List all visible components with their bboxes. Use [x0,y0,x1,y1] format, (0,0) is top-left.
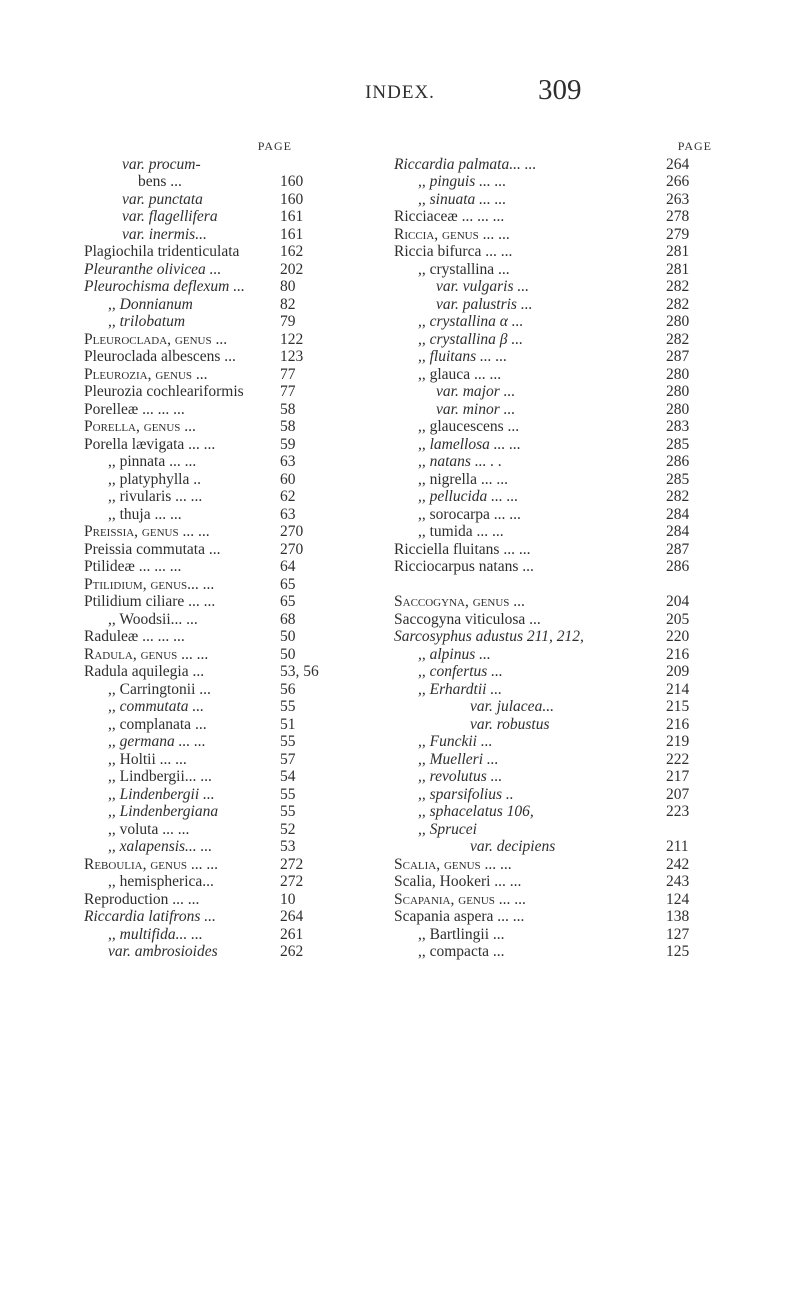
entry-term: var. punctata [122,190,203,208]
index-entry [394,313,712,331]
entry-term: Porella, genus ... [84,418,196,435]
page-column-label: PAGE [677,139,712,153]
index-entry [84,156,388,174]
entry-page: 205 [666,610,690,628]
index-entry [394,418,712,436]
entry-page: 266 [666,173,690,190]
entry-page: 284 [666,523,690,540]
entry-page: 160 [280,173,304,190]
index-entry [394,786,712,804]
entry-page: 122 [280,330,304,348]
index-entry [84,261,388,279]
entry-page: 55 [280,785,296,803]
page-column-label: PAGE [257,139,292,153]
entry-page: 287 [666,348,690,365]
entry-page: 80 [280,278,296,295]
entry-page: 262 [280,943,304,960]
entry-term: ,, rivularis ... ... [108,488,203,505]
entry-page: 57 [280,750,296,768]
entry-page: 281 [666,243,690,260]
page-number: 309 [538,74,582,106]
entry-term: ,, Lindenbergiana [108,803,219,820]
entry-page: 242 [666,855,690,873]
entry-page: 223 [666,803,690,820]
index-entry [84,698,388,716]
entry-page: 283 [666,418,690,435]
entry-page: 278 [666,208,690,225]
index-entry [84,313,388,331]
index-entry [84,471,388,489]
index-entry [84,838,388,856]
index-entry [394,716,712,734]
entry-term: Pleuranthe olivicea ... [84,260,222,278]
index-entry [84,628,388,646]
entry-term: Porella lævigata ... ... [84,435,216,453]
entry-term: Ptilideæ ... ... ... [84,558,182,575]
entry-term: ,, Funckii ... [418,733,493,750]
index-entry [394,803,712,821]
entry-page: 160 [280,190,304,208]
entry-term: ,, xalapensis... ... [108,838,213,855]
entry-term: var. palustris ... [436,295,533,313]
entry-page: 263 [666,190,690,208]
entry-page: 222 [666,750,690,768]
index-entry [394,226,712,244]
index-entry [84,593,388,611]
index-entry [84,348,388,366]
entry-term: ,, Woodsii... ... [108,610,198,628]
entry-page: 161 [280,225,304,243]
entry-page: 52 [280,820,296,838]
index-entry [394,401,712,419]
entry-page: 162 [280,243,304,260]
entry-page: 272 [280,873,304,890]
entry-page: 55 [280,698,296,715]
index-entry [84,786,388,804]
index-entry [84,191,388,209]
entry-term: ,, alpinus ... [418,645,491,663]
entry-page: 243 [666,873,690,890]
entry-term: Ricciaceæ ... ... ... [394,208,505,225]
entry-page: 215 [666,698,690,715]
index-entry [394,488,712,506]
entry-page: 280 [666,383,690,400]
entry-page: 216 [666,715,690,733]
index-entry [84,873,388,891]
entry-page: 211 [666,838,689,855]
index-entry [84,208,388,226]
entry-term: ,, hemispherica... [108,873,214,890]
entry-term: ,, sparsifolius .. [418,785,514,803]
entry-term: Pleurochisma deflexum ... [84,278,245,295]
entry-term: Saccogyna, genus ... [394,593,525,610]
entry-term: Riccia, genus ... ... [394,225,510,243]
entry-page: 209 [666,663,690,680]
entry-term: ,, Erhardtii ... [418,680,502,698]
entry-term: var. flagellifera [122,208,218,225]
index-entry [394,593,712,611]
index-entry [394,541,712,559]
entry-term: Pleuroclada albescens ... [84,348,236,365]
entry-term: var. inermis... [122,225,207,243]
entry-page: 53 [280,838,296,855]
index-entry [394,926,712,944]
index-entry [84,891,388,909]
index-entry [394,663,712,681]
entry-term: Plagiochila tridenticulata [84,243,240,260]
entry-page: 55 [280,803,296,820]
entry-term: ,, confertus ... [418,663,503,680]
entry-page: 217 [666,768,690,785]
entry-term: ,, Lindbergii... ... [108,768,212,785]
entry-page: 202 [280,260,304,278]
entry-term: var. procum- [122,155,201,173]
entry-page: 272 [280,855,304,873]
entry-page: 270 [280,540,304,558]
entry-term: ,, trilobatum [108,313,186,330]
index-entry [84,558,388,576]
entry-page: 207 [666,785,690,803]
index-entry [84,611,388,629]
index-entry [394,821,712,839]
index-entry [394,698,712,716]
entry-term: ,, complanata ... [108,715,207,733]
entry-page: 51 [280,715,296,733]
entry-term: Scapania, genus ... ... [394,890,526,908]
entry-term: ,, glauca ... ... [418,365,502,383]
entry-page: 285 [666,470,690,488]
entry-term: ,, compacta ... [418,943,505,960]
index-entry [84,173,388,191]
entry-page: 280 [666,400,690,418]
entry-term: ,, glaucescens ... [418,418,520,435]
entry-term: Reboulia, genus ... ... [84,855,219,873]
entry-page: 77 [280,365,296,383]
entry-page: 79 [280,313,296,330]
entry-term: bens ... [138,173,182,190]
entry-page: 220 [666,628,690,645]
entry-term: Pleuroclada, genus ... [84,330,228,348]
entry-page: 219 [666,733,690,750]
index-entry [84,751,388,769]
entry-page: 286 [666,453,690,470]
index-entry [394,191,712,209]
entry-term: ,, Holtii ... ... [108,750,187,768]
entry-term: var. robustus [470,715,550,733]
index-entry [84,506,388,524]
entry-term: Riccia bifurca ... ... [394,243,513,260]
entry-term: ,, tumida ... ... [418,523,504,540]
entry-page: 64 [280,558,296,575]
entry-term: var. vulgaris ... [436,278,529,295]
entry-page: 58 [280,400,296,418]
entry-term: ,, Carringtonii ... [108,680,211,698]
entry-page: 286 [666,558,690,575]
entry-term: var. julacea... [470,698,554,715]
entry-page: 10 [280,890,296,908]
entry-page: 282 [666,330,690,348]
entry-page: 161 [280,208,304,225]
entry-term: ,, sphacelatus 106, [418,803,534,820]
entry-term: ,, germana ... ... [108,733,206,750]
entry-page: 124 [666,890,690,908]
entry-page: 50 [280,645,296,663]
index-entry [84,383,388,401]
entry-term: ,, pinnata ... ... [108,453,197,470]
entry-term: ,, natans ... . . [418,453,502,470]
index-entry [394,856,712,874]
index-entry [394,873,712,891]
entry-page: 54 [280,768,296,785]
entry-term: Scapania aspera ... ... [394,908,525,925]
index-entry [394,523,712,541]
entry-page: 282 [666,278,690,295]
index-entry [84,401,388,419]
index-entry [84,453,388,471]
entry-page: 264 [666,155,690,173]
entry-term: ,, sorocarpa ... ... [418,505,521,523]
entry-term: Ricciocarpus natans ... [394,558,534,575]
index-entry [394,891,712,909]
page-title: INDEX. [365,82,435,103]
entry-page: 65 [280,593,296,610]
index-entry [394,436,712,454]
entry-term: ,, Sprucei [418,820,477,838]
index-entry [394,908,712,926]
index-entry [84,821,388,839]
entry-page: 123 [280,348,304,365]
entry-page: 270 [280,523,304,540]
entry-term: Radula aquilegia ... [84,663,205,680]
entry-page: 279 [666,225,690,243]
entry-term: ,, multifida... ... [108,925,203,943]
entry-term: ,, Bartlingii ... [418,925,505,943]
entry-term: var. minor ... [436,400,516,418]
index-entry [84,733,388,751]
entry-term: ,, crystallina β ... [418,330,524,348]
entry-page: 50 [280,628,296,645]
index-entry [84,768,388,786]
entry-page: 125 [666,943,690,960]
index-entry [394,838,712,856]
entry-page: 282 [666,488,690,505]
entry-term: ,, Lindenbergii ... [108,785,215,803]
entry-term: Riccardia latifrons ... [84,908,216,925]
index-entry [394,681,712,699]
page-header [0,70,800,110]
entry-page: 77 [280,383,296,400]
entry-term: ,, lamellosa ... ... [418,435,521,453]
index-entry [84,663,388,681]
index-entry [394,768,712,786]
index-entry [84,576,388,594]
entry-term: var. major ... [436,383,516,400]
entry-term: ,, Muelleri ... [418,750,499,768]
index-entry [84,436,388,454]
index-entry [84,908,388,926]
index-entry [394,576,712,594]
entry-page: 56 [280,680,296,698]
entry-term: Scalia, genus ... ... [394,855,512,873]
entry-page: 68 [280,610,296,628]
index-entry [394,156,712,174]
entry-page: 282 [666,295,690,313]
index-entry [394,331,712,349]
index-entry [84,716,388,734]
index-entry [394,733,712,751]
index-entry [84,226,388,244]
entry-term: ,, revolutus ... [418,768,503,785]
entry-page: 280 [666,313,690,330]
entry-term: ,, pellucida ... ... [418,488,519,505]
index-entry [394,208,712,226]
entry-page: 82 [280,295,296,313]
index-entry [84,541,388,559]
index-entry [84,856,388,874]
entry-term: ,, crystallina ... [418,260,510,278]
entry-page: 281 [666,260,690,278]
index-entry [84,523,388,541]
entry-page: 285 [666,435,690,453]
entry-page: 214 [666,680,690,698]
entry-page: 55 [280,733,296,750]
index-entry [394,348,712,366]
entry-page: 138 [666,908,690,925]
index-entry [394,383,712,401]
entry-term: ,, nigrella ... ... [418,470,508,488]
entry-page: 58 [280,418,296,435]
entry-term: Scalia, Hookeri ... ... [394,873,522,890]
entry-page: 63 [280,453,296,470]
entry-term: Raduleæ ... ... ... [84,628,185,645]
entry-term: Riccardia palmata... ... [394,155,537,173]
entry-term: ,, crystallina α ... [418,313,524,330]
index-entry [84,366,388,384]
entry-term: Radula, genus ... ... [84,645,209,663]
entry-page: 65 [280,575,296,593]
index-entry [84,681,388,699]
entry-term: ,, thuja ... ... [108,505,182,523]
entry-term: var. ambrosioides [108,943,218,960]
entry-term: Pleurozia cochleariformis [84,383,244,400]
index-entry [394,278,712,296]
entry-page: 261 [280,925,304,943]
index-entry [394,173,712,191]
entry-term: ,, fluitans ... ... [418,348,508,365]
index-entry [394,471,712,489]
entry-page: 287 [666,540,690,558]
entry-term: var. decipiens [470,838,556,855]
entry-term: Porelleæ ... ... ... [84,400,185,418]
entry-term: ,, voluta ... ... [108,820,190,838]
entry-page: 280 [666,365,690,383]
index-entry [84,488,388,506]
index-entry [84,926,388,944]
index-entry [394,366,712,384]
index-entry [394,506,712,524]
entry-page: 62 [280,488,296,505]
index-entry [394,751,712,769]
entry-page: 284 [666,505,690,523]
index-entry [84,943,388,961]
index-entry [394,611,712,629]
entry-page: 60 [280,470,296,488]
index-entry [394,628,712,646]
entry-page: 216 [666,645,690,663]
entry-term: Ptilidium, genus... ... [84,575,215,593]
right-index-column [394,138,712,961]
entry-page: 264 [280,908,304,925]
entry-term: ,, commutata ... [108,698,205,715]
index-entry [84,331,388,349]
entry-page: 127 [666,925,690,943]
entry-term: ,, pinguis ... ... [418,173,507,190]
entry-page: 63 [280,505,296,523]
index-entry [84,278,388,296]
index-entry [84,803,388,821]
entry-page: 53, 56 [280,663,319,680]
index-entry [394,453,712,471]
entry-page: 204 [666,593,690,610]
index-entry [394,943,712,961]
entry-term: Reproduction ... ... [84,890,200,908]
entry-term: Ptilidium ciliare ... ... [84,593,216,610]
index-entry [394,646,712,664]
left-index-column [84,138,388,961]
entry-term: Pleurozia, genus ... [84,365,208,383]
index-entry [84,243,388,261]
index-entry [84,296,388,314]
entry-term: ,, Donnianum [108,295,193,313]
index-entry [394,558,712,576]
entry-term: Preissia, genus ... ... [84,523,210,540]
entry-term: ,, platyphylla .. [108,470,201,488]
entry-term: Ricciella fluitans ... ... [394,540,531,558]
index-entry [394,296,712,314]
index-entry [394,243,712,261]
entry-term: ,, sinuata ... ... [418,190,507,208]
entry-term: Preissia commutata ... [84,540,221,558]
index-entry [394,261,712,279]
entry-term: Saccogyna viticulosa ... [394,610,541,628]
entry-term: Sarcosyphus adustus 211, 212, [394,628,584,645]
index-entry [84,418,388,436]
index-entry [84,646,388,664]
entry-page: 59 [280,435,296,453]
